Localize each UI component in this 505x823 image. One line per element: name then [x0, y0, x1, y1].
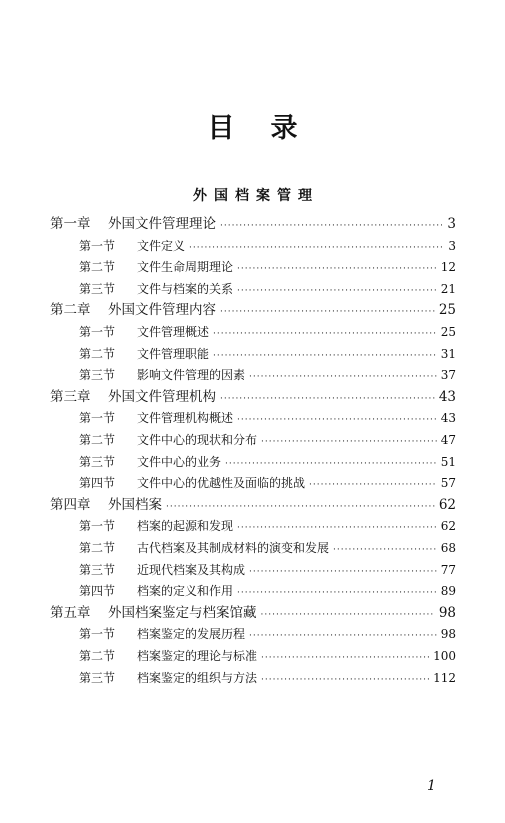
toc-entry-number: 第四节	[79, 584, 116, 599]
toc-entry-page: 25	[438, 302, 456, 319]
toc-entry-page: 89	[440, 584, 456, 599]
toc-section-row	[79, 451, 456, 473]
toc-entry-number: 第五章	[50, 604, 91, 621]
toc-entry-page: 100	[433, 649, 456, 663]
toc-entry-title: 古代档案及其制成材料的演变和发展	[137, 541, 330, 555]
toc-entry-title: 外国文件管理理论	[108, 216, 216, 232]
toc-entry-page: 62	[440, 519, 456, 534]
toc-chapter-row	[50, 213, 456, 235]
toc-entry-page: 43	[440, 411, 456, 426]
page-title: 目录	[207, 113, 334, 144]
toc-section-row	[79, 256, 456, 278]
toc-entry-title: 文件管理机构概述	[137, 411, 234, 426]
toc-entry-title: 近现代档案及其构成	[137, 562, 246, 577]
toc-chapter-row	[50, 602, 456, 624]
toc-section-row	[79, 343, 456, 365]
toc-entry-title: 文件与档案的关系	[137, 281, 234, 296]
toc-section-row	[79, 515, 456, 537]
toc-chapter-row	[50, 386, 456, 408]
toc-entry-number: 第二节	[79, 649, 116, 663]
toc-entry-title: 文件管理概述	[137, 325, 210, 339]
toc-section-row	[79, 429, 456, 451]
toc-entry-page: 3	[448, 238, 456, 253]
toc-section-row	[79, 235, 456, 257]
toc-entry-number: 第二节	[79, 346, 116, 361]
toc-section-row	[79, 667, 456, 689]
toc-entry-page: 57	[440, 476, 456, 491]
toc-entry-number: 第二章	[50, 302, 91, 319]
toc-entry-page: 31	[440, 346, 456, 361]
toc-entry-page: 21	[440, 281, 456, 296]
toc-entry-page: 3	[447, 216, 456, 232]
toc-leader-dots	[261, 669, 429, 691]
toc-entry-title: 文件中心的优越性及面临的挑战	[137, 476, 306, 491]
toc-section-row	[79, 472, 456, 494]
toc-section-row	[79, 407, 456, 429]
toc-entry-number: 第二节	[79, 541, 116, 555]
toc-entry-title: 档案的起源和发现	[137, 519, 234, 534]
toc-chapter-row	[50, 494, 456, 516]
toc-entry-page: 68	[440, 541, 456, 555]
toc-entry-title: 影响文件管理的因素	[137, 368, 246, 383]
toc-entry-page: 51	[440, 454, 456, 469]
toc-entry-page: 112	[433, 670, 456, 685]
toc-entry-page: 25	[440, 325, 456, 339]
toc-entry-page: 98	[440, 627, 456, 642]
toc-entry-number: 第一节	[79, 627, 116, 642]
toc-section-row	[79, 559, 456, 581]
toc-entry-number: 第四章	[50, 496, 91, 513]
toc-entry-number: 第三章	[50, 388, 91, 405]
toc-entry-page: 43	[438, 388, 456, 405]
book-title: 外国档案管理	[193, 188, 319, 204]
toc-entry-number: 第一节	[79, 411, 116, 426]
page-number: 1	[427, 778, 436, 794]
toc-entry-title: 档案鉴定的组织与方法	[137, 670, 258, 685]
toc-entry-title: 外国文件管理机构	[108, 388, 216, 405]
toc-entry-title: 文件生命周期理论	[137, 260, 234, 275]
toc-section-row	[79, 278, 456, 300]
toc-entry-page: 77	[440, 562, 456, 577]
toc-section-row	[79, 580, 456, 602]
toc-section-row	[79, 364, 456, 386]
toc-entry-number: 第三节	[79, 368, 116, 383]
toc-entry-page: 12	[440, 260, 456, 275]
toc-entry-number: 第三节	[79, 281, 116, 296]
toc-entry-number: 第二节	[79, 260, 116, 275]
toc-entry-number: 第一节	[79, 519, 116, 534]
toc-entry-number: 第二节	[79, 433, 116, 447]
toc-entry-title: 文件中心的业务	[137, 454, 222, 469]
toc-entry-number: 第一节	[79, 325, 116, 339]
toc-entry-title: 档案鉴定的理论与标准	[137, 649, 258, 663]
toc-entry-title: 文件管理职能	[137, 346, 210, 361]
toc-entry-title: 外国档案鉴定与档案馆藏	[108, 604, 257, 621]
toc-entry-title: 文件中心的现状和分布	[137, 433, 258, 447]
toc-section-row	[79, 321, 456, 343]
toc-entry-title: 档案鉴定的发展历程	[137, 627, 246, 642]
toc-entry-title: 外国文件管理内容	[108, 302, 216, 319]
toc-entry-page: 62	[438, 496, 456, 513]
toc-entry-number: 第三节	[79, 562, 116, 577]
toc-entry-number: 第三节	[79, 454, 116, 469]
toc-entry-page: 37	[440, 368, 456, 383]
toc-chapter-row	[50, 299, 456, 321]
toc-entry-title: 文件定义	[137, 238, 186, 253]
toc-entry-number: 第一章	[50, 216, 91, 232]
toc-entry-number: 第一节	[79, 238, 116, 253]
toc-entry-number: 第四节	[79, 476, 116, 491]
toc-entry-title: 外国档案	[108, 496, 162, 513]
toc-entry-number: 第三节	[79, 670, 116, 685]
toc-section-row	[79, 537, 456, 559]
toc-entry-title: 档案的定义和作用	[137, 584, 234, 599]
toc-section-row	[79, 623, 456, 645]
toc-entry-page: 98	[438, 604, 456, 621]
toc-entry-page: 47	[440, 433, 456, 447]
toc-section-row	[79, 645, 456, 667]
